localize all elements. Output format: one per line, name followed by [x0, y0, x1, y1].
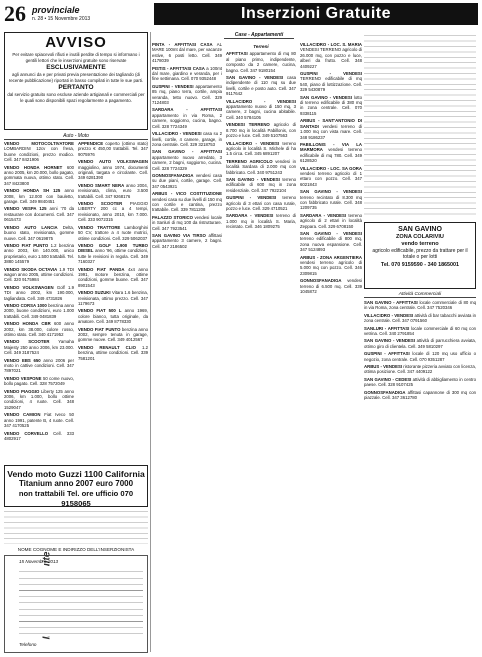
- ad-heading: VENDO FIAT PUNTO: [78, 326, 121, 332]
- form-date: 15 Novembre 2013: [19, 559, 59, 564]
- ad-body: anni '70 da restaurare con documenti. Cell. 347 0615473: [4, 206, 74, 223]
- classified-ad: [4, 225, 74, 241]
- ad-heading: SARDARA - AFFITTASI: [152, 107, 222, 113]
- ad-heading: VILLACIDRO - VENDESI: [226, 140, 280, 146]
- ad-body: AL MARE 100mt dal mare, per vacanze estive, 6 posti letto. Cell. 349 4178039: [152, 42, 222, 64]
- ad-heading: VILLACIDRO - VENDESI: [364, 312, 414, 318]
- ad-body: terreno agricolo di 2 ettari in località Zeppara. Cell. 329 6708150: [300, 212, 362, 229]
- ad-body: appartamento nuovo arredato, 3 camere, 2 bagni, soggiorno, cucina. Cell. 328 7724329: [152, 154, 222, 171]
- classified-ad: [226, 177, 296, 193]
- classified-ad: [300, 42, 362, 69]
- classified-ad: [364, 351, 476, 362]
- classified-ad: [226, 75, 296, 97]
- classified-ad: [226, 159, 296, 175]
- classified-ad: [364, 326, 476, 337]
- ad-body: anno 2008, km 12.000 con bauletto, garage. Cell. 349 9840451: [4, 188, 74, 205]
- classified-ad: [4, 243, 74, 265]
- ad-body: appartamento in via Roma, 2 camere, soggiorno, cucina, bagno. Cell. 328 7724349: [152, 112, 222, 129]
- classified-ad: [78, 327, 148, 343]
- classified-ad: [4, 412, 74, 428]
- avviso-text: agli annunci da e per privati previa presentazione dei tagliando (di recente pubblicazione) riportati in basso compilati in tutte le sue parti.: [8, 72, 144, 83]
- ad-body: casa su 2 livelli, cortile, 4 camere, garage, in zona centrale. Cell. 329 3218753: [152, 131, 222, 147]
- ad-body: attività di abbigliamento in centro paese. Cell. 328 9107425: [364, 376, 476, 388]
- ad-heading: VENDO VESPONE: [4, 375, 42, 381]
- ad-heading: SAN GAVINO - CEDESI: [364, 376, 412, 382]
- ad-heading: VENDO AUTO VOLKSWAGEN: [78, 159, 148, 165]
- classified-ad: [152, 173, 222, 189]
- classified-ad: [152, 131, 222, 147]
- classified-ad: [226, 99, 296, 121]
- section-header-case: Case - Appartamenti: [224, 32, 294, 39]
- classified-ad: [78, 345, 148, 361]
- ad-heading: VENDO SCOOTER: [78, 201, 123, 207]
- avviso-emphasis: PERTANTO: [58, 84, 94, 92]
- ad-heading: AFFITTASI: [226, 51, 248, 57]
- ad-body: LOMBARDINI 12cv con fresa, buone condizioni, prezzo modico. Cell. 347 8421906: [4, 146, 74, 163]
- ads-column-5: [300, 42, 362, 652]
- avviso-emphasis: ESCLUSIVAMENTE: [46, 64, 106, 72]
- ad-heading: VENDESI TERRENO: [226, 122, 270, 128]
- ad-body: 50 come nuovo, bollo pagato. Cell. 328 7572049: [4, 375, 74, 387]
- ad-heading: VENDO CAMION: [4, 412, 41, 418]
- ad-body: Delta, buono stato, revisionata, gomme nuove. Cell. 347 0619875: [4, 224, 74, 241]
- classified-ad: [364, 377, 476, 388]
- classified-ad: [300, 71, 362, 93]
- ad-body: vendesi terreno agricolo di 1 ettaro con pozzo. Cell. 347 6021843: [300, 170, 362, 187]
- classified-ad: [300, 189, 362, 211]
- ad-body: Liberty 125 anno 2006, km 1.000, bollo ottime condizioni, 4 ruote. Cell. 348 1529047: [4, 388, 74, 410]
- ad-body: vendesi casa su due piani, cortile, garage. Cell. 347 0543921: [152, 172, 222, 189]
- ads-column-6: [364, 300, 476, 652]
- form-title: NOME COGNOME E INDIRIZZO DELL'INSERZIONISTA: [17, 547, 135, 552]
- ad-body: terreno agricolo in località S. Michele di ha 1.5 circa. Cell. 345 6891207: [226, 140, 296, 157]
- ad-body: terreno recintato di 8.300 mq con fabbricato rurale. Cell. 348 1209735: [300, 194, 362, 211]
- issue-info: n. 28 • 15 Novembre 2013: [32, 16, 91, 22]
- column-divider: [150, 32, 151, 652]
- page-number: 26: [4, 1, 26, 26]
- section-title: Inserzioni Gratuite: [154, 3, 478, 25]
- ad-body: maggiolino, anno 1974, documenti originali, targata e circolante. Cell. 349 6281390: [78, 164, 148, 181]
- ad-heading: VENDO FIAT PUNTO: [4, 242, 49, 248]
- classified-ad: [78, 243, 148, 265]
- san-gavino-body: agricolo edificabile, prezzo da trattare per il totale o per lotti: [372, 248, 468, 261]
- san-gavino-ad: [364, 222, 476, 289]
- ad-body: a 100mt dal mare, giardino e veranda, per i fine settimana. Cell. 070 9352448: [152, 65, 222, 82]
- ad-heading: VENDO FIAT PANDA: [78, 266, 125, 272]
- avviso-text: dal servizio gratuito sono escluse aziende artigianali e commerciali per le quali sono disponibili spazi regolarmente a pagamento.: [7, 92, 145, 103]
- classified-ad: [4, 206, 74, 222]
- avviso-title: AVVISO: [45, 34, 107, 51]
- ad-body: locale commerciale di 60 mq con vetrina. Cell. 340 2791854: [364, 325, 476, 337]
- classified-ad: [226, 213, 296, 229]
- ad-body: benzina anno 2000, buone condizioni, euro 1.000 trattabili. Cell. 349 0481839: [4, 302, 74, 319]
- ad-heading: PINTA - AFFITTASI CASA: [152, 42, 213, 47]
- moto-ad-line: non trattabili Tel. ore ufficio 070 9158065: [18, 489, 134, 508]
- ad-body: anno 2006 per moto in cattive condizioni. Cell. 347 7897021: [4, 357, 74, 374]
- classified-ad: [300, 255, 362, 277]
- classified-ad: [152, 42, 222, 64]
- ads-column-3: [152, 42, 222, 652]
- classified-ad: [300, 118, 362, 140]
- classified-ad: [78, 308, 148, 324]
- ad-body: vendesi terreno di 1.000 mq con vista mare. Cell. 348 9186237: [300, 123, 362, 140]
- classified-ad: [4, 303, 74, 319]
- form-telephone-label: Telefono: [19, 642, 37, 647]
- moto-ad-line: Vendo moto Guzzi 1100 California: [7, 469, 145, 479]
- ad-heading: VENDO HONDA HORNET: [4, 164, 63, 170]
- ad-body: terreno agricolo di 3 ettari con casa rurale, pozzo e luce. Cell. 329 4710521: [226, 195, 296, 211]
- ads-column-2: [78, 141, 148, 461]
- ads-continuation: [4, 510, 148, 544]
- san-gavino-kind: vendo terreno: [401, 241, 439, 247]
- classified-ad: [4, 321, 74, 337]
- section-header-attivita: Attività Commerciali: [364, 292, 476, 298]
- ad-body: benzina anno 2002, sempre tenuta in garage, gomme nuove. Cell. 349 4012567: [78, 326, 148, 343]
- ad-heading: VENDO SKODA OCTAVIA: [4, 266, 58, 272]
- classified-ad: [300, 278, 362, 294]
- ad-heading: GONNOSFANADIGA: [152, 172, 194, 178]
- ad-body: 600 anno 2002, km 38.000, colore rosso, ottimo stato. Cell. 340 4171952: [4, 321, 74, 337]
- ad-heading: VENDO TRATTORE: [78, 224, 121, 230]
- page-header: [2, 2, 480, 28]
- ad-heading: SAN GAVINO - VENDESI: [300, 94, 352, 100]
- classified-ad: [152, 84, 222, 106]
- ad-body: agricolo di 8.700 mq in località Pabillonis, con pozzo e luce. Cell. 349 5107563: [226, 122, 296, 139]
- ad-body: affittasi appartamento 3 camere, 2 bagni. Cell. 347 2186502: [152, 233, 222, 249]
- classified-ad: [78, 159, 148, 181]
- classified-ad: [152, 233, 222, 249]
- classified-ad: [226, 195, 296, 211]
- ad-body: TERRENO edificabile di mq 540, piano di lottizzazione. Cell. 329 5430879: [300, 76, 362, 93]
- ad-body: vendesi terreno edificabile di mq 780. Cell. 349 6128520: [300, 147, 362, 164]
- classified-ad: [4, 285, 74, 301]
- ad-heading: SARDARA - VENDESI: [226, 213, 274, 219]
- classified-ad: [78, 225, 148, 241]
- section-header-terreni: Terreni: [253, 44, 269, 49]
- ad-heading: VENDO HONDA SH 125: [4, 188, 61, 194]
- moto-ad-line: Titanium anno 2007 euro 7000: [18, 479, 134, 488]
- ad-heading: VENDO EBS 650: [4, 357, 41, 363]
- classified-ad: [152, 191, 222, 213]
- classified-ad: [226, 51, 296, 73]
- classified-ad: [4, 389, 74, 411]
- classified-ad: [152, 66, 222, 82]
- classified-ad: [4, 376, 74, 387]
- ad-body: coperto (ottimo stato) prezzo € 450,00 trattabili. Tel. 347 9075976: [78, 141, 148, 157]
- ad-body: Lamborghini 50 CV, trattore a 4 ruote motrici, ottime condizioni. Cell. 329 5062037: [78, 224, 148, 241]
- classified-ad: [300, 95, 362, 117]
- classified-ad: [4, 165, 74, 187]
- classified-ad: [300, 231, 362, 253]
- ad-heading: GONNOSFANADIGA: [364, 389, 406, 395]
- ad-heading: VILLACIDRO - VENDESI: [152, 131, 202, 137]
- ad-body: locale di 120 mq uso ufficio o negozio, zona centrale. Cell. 070 9351287: [364, 351, 476, 362]
- classified-ad: [4, 431, 74, 442]
- ad-heading: VENDO HONDA CBR: [4, 321, 51, 327]
- ad-body: locale commerciale di 80 mq in via Roma, zona centrale. Cell. 347 7520346: [364, 300, 476, 311]
- moto-guzzi-ad: [4, 465, 148, 507]
- ad-heading: VENDO PIAGGIO: [4, 388, 40, 394]
- ad-heading: VENDO SCOOTER: [4, 339, 50, 345]
- classified-ad: [4, 267, 74, 283]
- ad-body: terreno di 1.000 mq in località S. Maria, recintato. Cell. 346 1809275: [226, 213, 296, 230]
- classified-ad: [4, 358, 74, 374]
- ad-heading: TERRENO AGRICOLO: [226, 158, 273, 164]
- classified-ad: [4, 188, 74, 204]
- ad-body: vendesi locale in Sanluri di mq 100 da ristrutturare. Cell. 347 7923541: [152, 214, 222, 231]
- ad-body: Yamaha Majesty 250 anno 2006, km 23.000. Cell. 349 3187524: [4, 339, 74, 356]
- classified-ad: [78, 183, 148, 199]
- ad-heading: PALAZZO STORICO: [152, 214, 193, 220]
- classified-ad: [364, 300, 476, 311]
- classified-ad: [78, 290, 148, 306]
- ad-heading: VENDO CORSA 1000: [4, 302, 47, 308]
- ad-heading: ARBUS - VICO COSTITUZIONE: [152, 191, 222, 197]
- ad-heading: VENDO CORVELLO: [4, 430, 49, 436]
- ad-body: ristorante pizzeria avviato con licenza, ottima posizione. Cell. 347 4409122: [364, 364, 476, 375]
- ads-column-4: [226, 42, 296, 652]
- ad-heading: APPENDICE: [78, 141, 104, 146]
- ad-heading: VILLACIDRO - VENDESI: [226, 98, 296, 104]
- classified-ad: [300, 142, 362, 164]
- ad-body: 1.2 benzina anno 2003, km 140.000, unico proprietario, euro 1.500 trattabili. Tel. 3880 145579: [4, 242, 74, 265]
- ad-heading: SAN GAVINO - AFFITTASI: [364, 300, 418, 305]
- ad-heading: VILLACIDRO - LOC. SA GORA: [300, 165, 362, 171]
- ad-heading: GUSPINI - VENDESI: [152, 83, 194, 89]
- ad-body: vendesi casa su due livelli di 150 mq con cortile e cantina, prezzo trattabile. Cell. 339 7811208: [152, 196, 222, 213]
- classified-ad: [78, 141, 148, 157]
- ad-body: Cell. 333 4802917: [4, 430, 74, 441]
- ad-body: terreno edificabile di 800 mq, zona nuova espansione. Cell. 347 5124893: [300, 236, 362, 253]
- ad-body: casa indipendente di 110 mq su due livelli, cortile e posto auto. Cell. 347 9117642: [226, 75, 296, 97]
- ad-body: terreno edificabile di 600 mq in zona residenziale. Cell. 347 7922104: [226, 176, 296, 193]
- classified-ad: [78, 201, 148, 223]
- classified-ad: [226, 141, 296, 157]
- classified-ad: [364, 390, 476, 401]
- ad-heading: SAN GAVINO - VENDESI: [364, 338, 415, 344]
- san-gavino-phone: Tel. 070 9159590 - 340 1865001: [380, 262, 460, 269]
- classified-ad: [4, 141, 74, 163]
- ad-body: Vitara 1.6 benzina, revisionata, ottimo prezzo. Cell. 347 1179673: [78, 290, 148, 306]
- ad-body: affittasi capannone di 300 mq con piazzale. Cell. 347 3612780: [364, 389, 476, 401]
- avviso-box: [4, 32, 148, 130]
- classified-ad: [152, 215, 222, 231]
- newspaper-brand: provinciale: [32, 5, 80, 15]
- coupon-form[interactable]: [4, 555, 148, 653]
- classified-ad: [364, 313, 476, 324]
- ad-heading: PABILLONIS - VIA LA MARMORA: [300, 141, 362, 153]
- ad-heading: VENDO GOLF 1.900 TURBO DIESEL: [78, 242, 148, 254]
- classified-ad: [78, 267, 148, 289]
- ad-body: appartamento di mq 80 al piano primo, indipendente, composto da 2 camere, cucina, bagno. Cell. 347 9180154: [226, 51, 296, 73]
- ad-heading: VENDO RENAULT CLIO: [78, 344, 136, 350]
- ad-body: 600 anno 2005, km 20.000, bollo pagato, gommata nuova, ottimo stato. Cell. 347 8423800: [4, 164, 74, 186]
- ad-body: PIAGGIO LIBERTY 200 cc a 4 tempi, revisionato, anno 2010, km 7.000. Cell. 333 9072315: [78, 201, 148, 223]
- ad-body: anno 1969, colore bianco, tutta originale, da amatore. Cell. 349 8778330: [78, 308, 148, 325]
- ad-heading: VENDO SMART NERA: [78, 182, 125, 188]
- ad-heading: ARBUS - ZONA ARGENTIERA: [300, 254, 362, 260]
- classified-ad: [226, 122, 296, 138]
- classified-ad: [4, 339, 74, 355]
- classified-ad: [152, 107, 222, 129]
- ad-heading: GUSPINI - AFFITTASI: [364, 351, 410, 357]
- section-header-auto-moto: Auto - Moto: [4, 133, 148, 140]
- ad-heading: SAN GAVINO - AFFITTASI: [152, 149, 222, 155]
- ad-heading: PISTIS - AFFITTASI CASA: [152, 65, 205, 71]
- ad-body: 1.2 benzina, ottime condizioni. Cell. 339 7581201: [78, 344, 148, 361]
- ad-body: 1.9 TDI wagon anno 2005, ottime condizioni. Cell. 320 9175984: [4, 266, 74, 283]
- ad-body: lotto di terreno edificabile di 380 mq in zona centrale. Cell. 070 9338115: [300, 94, 362, 116]
- ad-body: anno '96, ottime condizioni, tutte le revisioni in regola. Cell. 349 7160327: [78, 248, 148, 265]
- ad-body: 4x4 anno 1991, motore benzina, ottime condizioni, gomme buone. Cell. 347 8901543: [78, 266, 148, 288]
- ad-heading: ARBUS - SANT'ANTONIO DI SANTADI: [300, 118, 362, 129]
- ad-heading: GONNOSFANADIGA: [300, 278, 342, 284]
- ad-heading: VENDO VESPA 125: [4, 206, 47, 212]
- ad-heading: VENDO SUZUKI: [78, 290, 111, 296]
- ad-body: anno 2004, revisionata, clima, euro 3.500 trattabili. Cell. 347 9268176: [78, 182, 148, 199]
- ad-body: appartamento nuovo di 150 mq, 3 camere, 2 bagni, cucina abitabile. Cell. 340 5784105: [226, 104, 296, 120]
- ad-heading: SAN GAVINO - VENDESI: [300, 189, 362, 195]
- ad-heading: VILLACIDRO - LOC. S. MARIA: [300, 42, 362, 47]
- ad-heading: SAN GAVINO VIA TIRSO: [152, 233, 206, 238]
- ad-heading: SANLURI - AFFITTASI: [364, 325, 410, 331]
- ad-body: vendesi terreno agricolo di 5.000 mq con pozzo. Cell. 346 2309815: [300, 260, 362, 276]
- ad-heading: VENDO AUTO LANCIA: [4, 224, 58, 230]
- ad-body: vendesi terreno di 6.500 mq. Cell. 339 1045872: [300, 278, 362, 295]
- ad-heading: VENDO FIAT 500 L: [78, 308, 122, 314]
- ad-heading: SARDARA - VENDESI: [300, 212, 347, 218]
- ad-heading: SAN GAVINO - VENDESI: [300, 231, 362, 236]
- ad-body: Golf 1.9 TDI anno 2002, km 190.000, tagliandata. Cell. 349 4731826: [4, 284, 74, 301]
- ad-body: Fiat Iveco 50 anno 1991, patente B, 4 ruote. Cell. 347 4170525: [4, 412, 74, 429]
- ad-heading: GUSPINI - VENDESI: [226, 195, 277, 201]
- san-gavino-subtitle: ZONA COLARIVIU: [396, 234, 444, 240]
- ad-heading: SAN GAVINO - VENDESI: [226, 75, 284, 81]
- ad-heading: SAN GAVINO - VENDESI: [226, 176, 280, 182]
- ad-heading: VENDO VOLKSWAGEN: [4, 284, 54, 290]
- san-gavino-title: SAN GAVINO: [398, 226, 442, 233]
- ad-body: attività di parrucchiera avviata, ottimo giro di clientela. Cell. 349 5810297: [364, 338, 476, 349]
- ads-column-1: [4, 141, 74, 461]
- ad-body: VENDESI TERRENO agricolo di 26.000 mq, con pozzo e luce, alberi da frutto. Cell. 348 4409227: [300, 47, 362, 69]
- ad-heading: VENDO MOTOCOLTIVATORE: [4, 141, 74, 146]
- classified-ad: [300, 166, 362, 188]
- ads-column-6-top: [364, 34, 476, 218]
- ad-heading: GUSPINI - VENDESI: [300, 71, 362, 77]
- ad-body: vendesi in località Sardara di 2.000 mq con fabbricato. Cell. 340 9751243: [226, 158, 296, 175]
- classified-ad: [364, 364, 476, 375]
- form-write-lines[interactable]: [19, 566, 143, 636]
- classified-ad: [300, 213, 362, 229]
- ad-body: appartamento 85 mq, piano terra, cortile, ampia veranda, tetto nuovo. Cell. 329 7124803: [152, 83, 222, 106]
- classified-ad: [364, 338, 476, 349]
- avviso-text: Per evitare spiacevoli rifiuti e inutili perdite di tempo si informano i gentili lettori che le inserzioni gratuite sono riservate: [12, 52, 140, 63]
- ad-body: attività di bar tabacchi avviata in zona centrale. Cell. 347 0791560: [364, 312, 476, 324]
- ad-heading: ARBUS - VENDESI: [364, 364, 403, 370]
- classified-ad: [152, 149, 222, 171]
